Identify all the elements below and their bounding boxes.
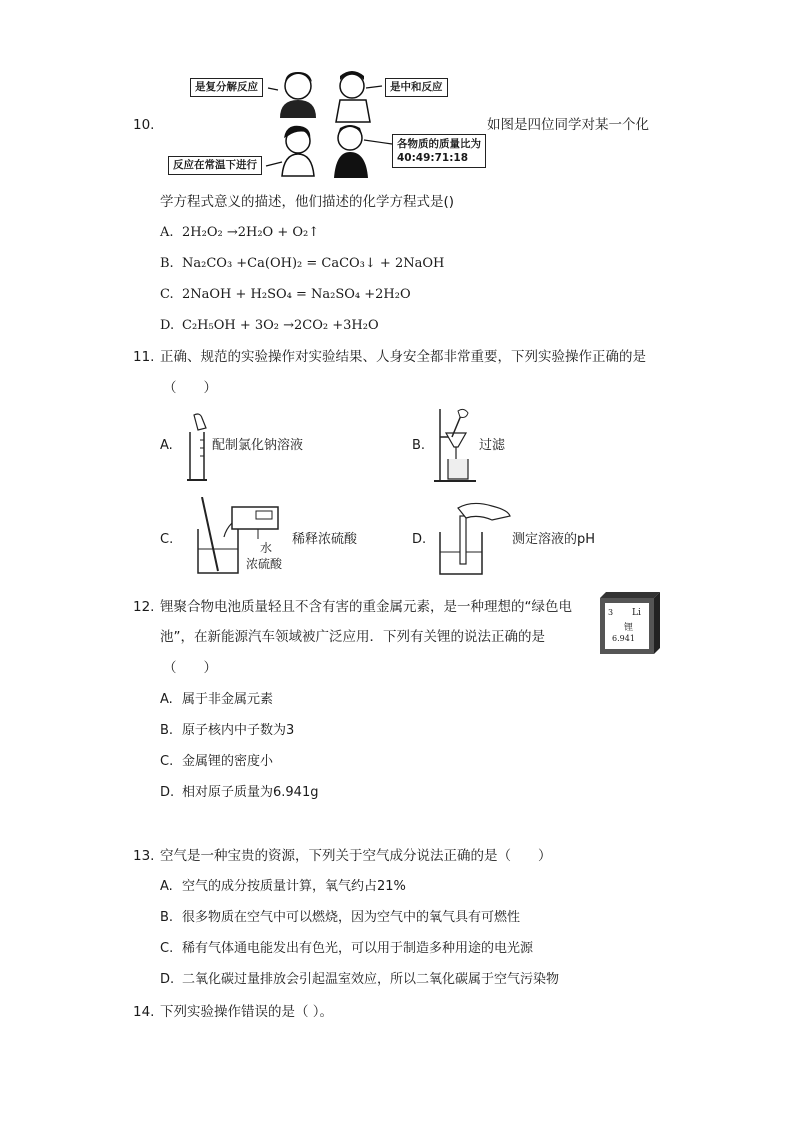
option-text: 2NaOH + H₂SO₄ = Na₂SO₄ +2H₂O (182, 287, 411, 302)
cartoon-people-icon (160, 66, 490, 186)
question-stem: 如图是四位同学对某一个化 (487, 117, 649, 133)
question-number: 10. (133, 117, 155, 133)
question-stem: 下列实验操作错误的是（ ）。 (160, 1004, 334, 1020)
option-text: 很多物质在空气中可以燃烧，因为空气中的氧气具有可燃性 (182, 910, 521, 925)
option-a (160, 691, 273, 709)
option-text: 相对原子质量为6.941g (182, 785, 319, 800)
option-letter: A. (160, 438, 173, 453)
option-text: 空气的成分按质量计算，氧气约占21% (182, 879, 406, 894)
option-text: 原子核内中子数为3 (182, 723, 295, 738)
option-b (160, 909, 520, 927)
bubble-line: 40:49:71:18 (397, 152, 469, 164)
option-letter: A. (160, 225, 174, 240)
option-d (160, 971, 559, 989)
question-number: 11. (133, 349, 155, 365)
option-d (160, 317, 379, 335)
option-d (160, 784, 318, 802)
option-letter: D. (160, 785, 175, 800)
option-letter: C. (160, 287, 174, 302)
element-symbol: Li (632, 608, 641, 618)
speech-bubble: 反应在常温下进行 (168, 156, 262, 175)
option-letter: C. (160, 532, 174, 547)
question-stem: 学方程式意义的描述，他们描述的化学方程式是() (160, 194, 455, 210)
option-text: C₂H₅OH + 3O₂ →2CO₂ +3H₂O (182, 318, 379, 333)
option-text: 金属锂的密度小 (182, 754, 274, 769)
option-text: 2H₂O₂ →2H₂O + O₂↑ (182, 225, 320, 240)
option-letter: A. (160, 692, 173, 707)
option-letter: B. (412, 438, 426, 453)
option-letter: A. (160, 879, 173, 894)
question-stem: 锂聚合物电池质量轻且不含有害的重金属元素，是一种理想的“绿色电 (160, 599, 572, 615)
option-a (160, 878, 406, 896)
option-text: 二氧化碳过量排放会引起温室效应，所以二氧化碳属于空气污染物 (182, 972, 560, 987)
option-c (160, 753, 273, 771)
answer-paren: （ ） (163, 660, 217, 676)
option-letter: C. (160, 941, 174, 956)
option-c (160, 940, 533, 958)
option-letter: B. (160, 256, 174, 271)
dilute-acid-figure (180, 497, 290, 577)
element-name: 锂 (624, 623, 634, 633)
speech-bubble: 是中和反应 (385, 78, 448, 97)
question-stem: 池”，在新能源汽车领域被广泛应用．下列有关锂的说法正确的是 (160, 629, 545, 645)
option-b (160, 255, 444, 273)
ph-test-icon (432, 498, 512, 578)
option-b (160, 722, 294, 740)
atomic-number: 3 (608, 608, 614, 617)
figure-label: 浓硫酸 (246, 557, 283, 571)
option-text: 测定溶液的pH (512, 532, 596, 547)
bubble-line: 各物质的质量比为 (397, 138, 481, 150)
question-stem: 正确、规范的实验操作对实验结果、人身安全都非常重要，下列实验操作正确的是 (160, 349, 646, 365)
atomic-mass: 6.941 (612, 634, 635, 643)
option-text: 配制氯化钠溶液 (212, 438, 304, 453)
option-letter: C. (160, 754, 174, 769)
filtration-apparatus-icon (432, 407, 482, 485)
option-text: 过滤 (479, 438, 506, 453)
question-stem: 空气是一种宝贵的资源，下列关于空气成分说法正确的是（ ） (160, 848, 552, 864)
q10-cartoon-figure (160, 66, 490, 186)
option-letter: D. (160, 318, 175, 333)
option-letter: B. (160, 910, 174, 925)
option-a (160, 224, 319, 242)
option-c (160, 286, 411, 304)
question-number: 12. (133, 599, 155, 615)
speech-bubble: 是复分解反应 (190, 78, 263, 97)
figure-label: 水 (260, 541, 273, 555)
option-text: Na₂CO₃ +Ca(OH)₂ = CaCO₃↓ + 2NaOH (182, 256, 445, 271)
option-text: 稀释浓硫酸 (292, 532, 358, 547)
question-number: 14. (133, 1004, 155, 1020)
option-letter: B. (160, 723, 174, 738)
option-text: 属于非金属元素 (182, 692, 274, 707)
question-number: 13. (133, 848, 155, 864)
lithium-element-card (600, 592, 660, 654)
answer-paren: （ ） (163, 380, 217, 396)
option-letter: D. (160, 972, 175, 987)
option-letter: D. (412, 532, 427, 547)
option-text: 稀有气体通电能发出有色光，可以用于制造多种用途的电光源 (182, 941, 534, 956)
